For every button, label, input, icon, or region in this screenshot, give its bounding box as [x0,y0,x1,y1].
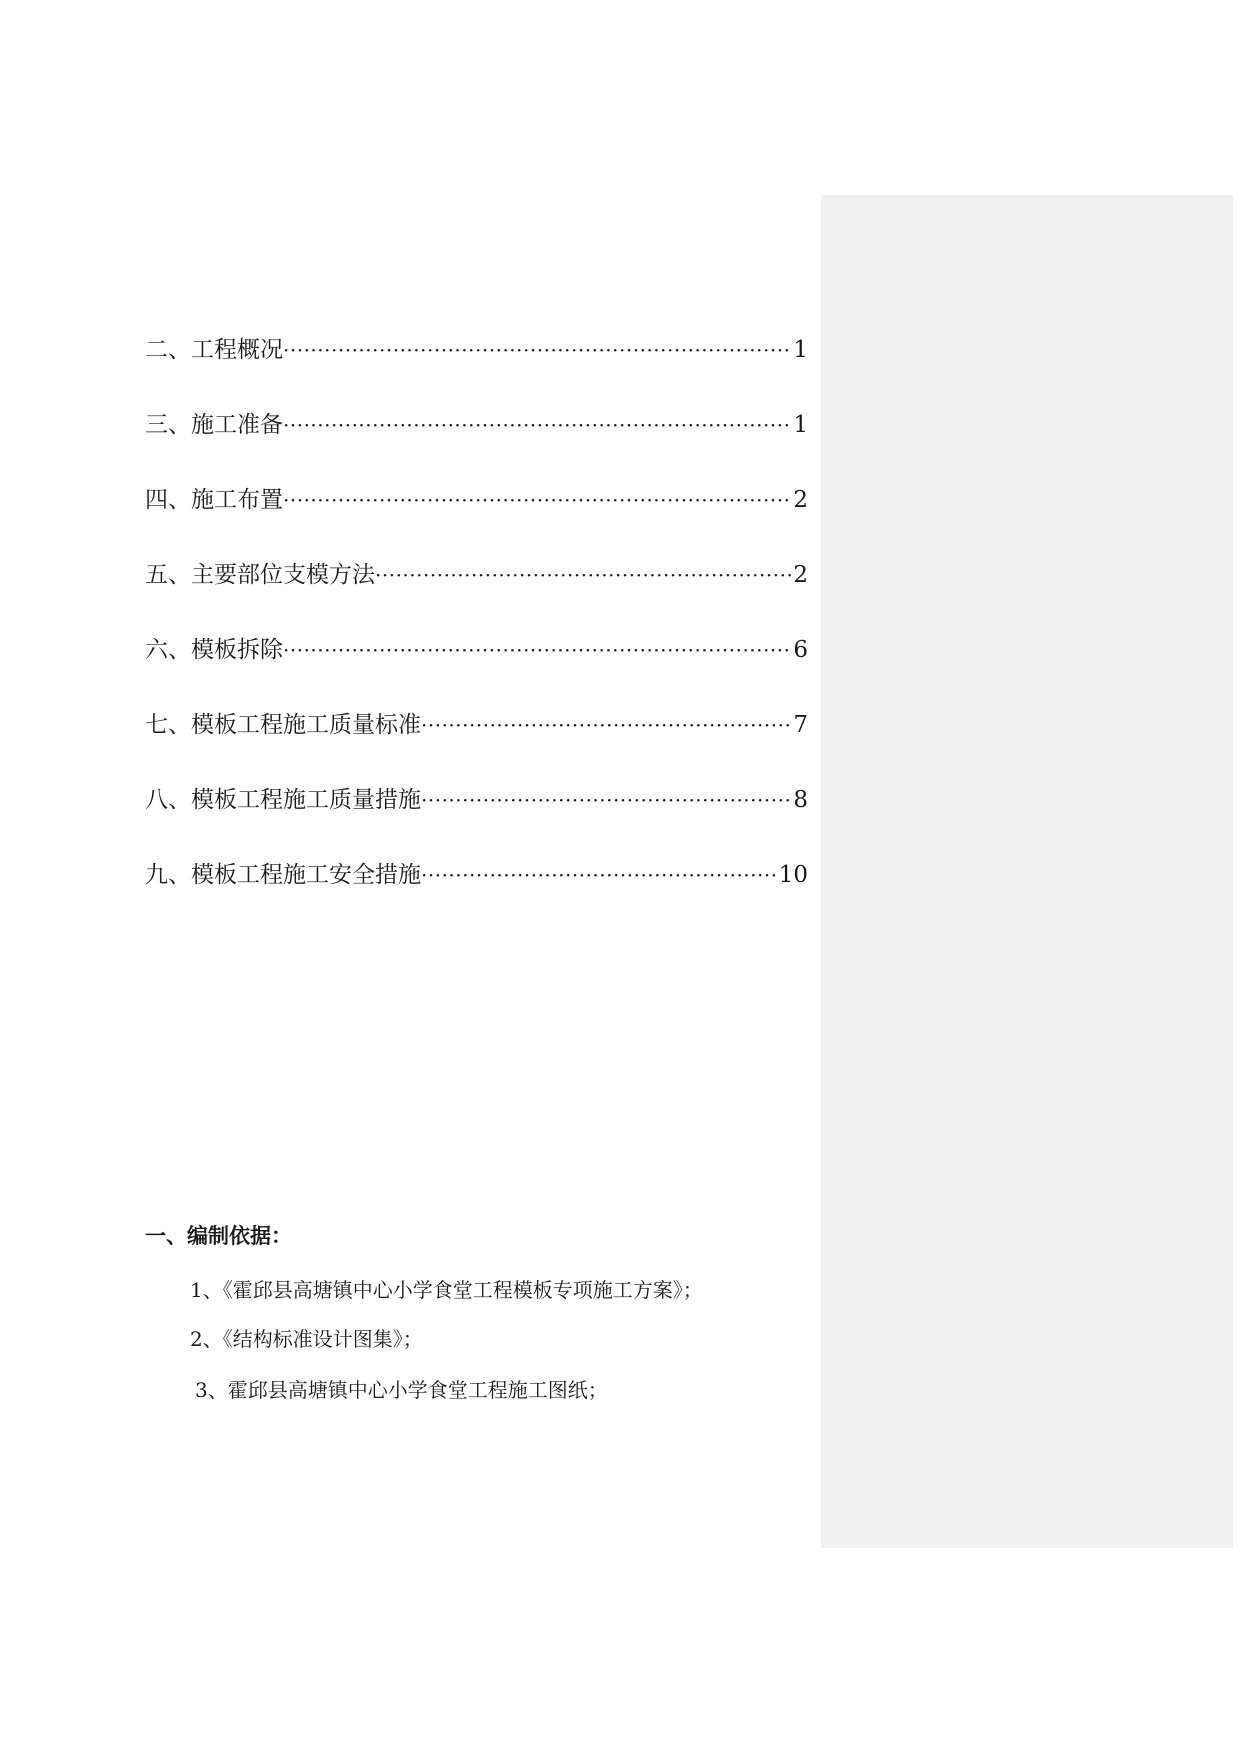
toc-dot-leader [283,632,791,668]
toc-entry-title: 六、模板拆除 [145,637,283,663]
toc-dot-leader [421,782,791,818]
toc-entry-title: 九、模板工程施工安全措施 [145,862,421,888]
toc-dot-leader [375,557,791,593]
table-of-contents [145,332,808,932]
toc-entry[interactable] [145,857,808,932]
toc-entry[interactable] [145,482,808,557]
comment-margin-pane [821,195,1233,1548]
toc-entry[interactable] [145,707,808,782]
toc-dot-leader [283,407,791,443]
toc-entry[interactable] [145,782,808,857]
toc-entry[interactable] [145,632,808,707]
toc-entry-title: 三、施工准备 [145,412,283,438]
toc-entry-page: 7 [793,712,808,738]
toc-entry[interactable] [145,557,808,632]
toc-entry-title: 七、模板工程施工质量标准 [145,712,421,738]
toc-dot-leader [421,857,777,893]
toc-entry[interactable] [145,332,808,407]
toc-entry[interactable] [145,407,808,482]
toc-dot-leader [283,482,791,518]
basis-item: 3、霍邱县高塘镇中心小学食堂工程施工图纸； [195,1378,608,1402]
toc-dot-leader [283,332,791,368]
toc-entry-page: 2 [793,562,808,588]
toc-entry-page: 8 [793,787,808,813]
basis-item: 2、《结构标准设计图集》； [190,1327,423,1351]
basis-item: 1、《霍邱县高塘镇中心小学食堂工程模板专项施工方案》； [190,1278,703,1302]
toc-dot-leader [421,707,791,743]
toc-entry-title: 八、模板工程施工质量措施 [145,787,421,813]
toc-entry-title: 五、主要部位支模方法 [145,562,375,588]
toc-entry-page: 2 [793,487,808,513]
toc-entry-title: 四、施工布置 [145,487,283,513]
toc-entry-page: 10 [778,862,808,888]
toc-entry-title: 二、工程概况 [145,337,283,363]
section-heading: 一、编制依据： [145,1224,292,1248]
toc-entry-page: 1 [793,337,808,363]
toc-entry-page: 6 [793,637,808,663]
toc-entry-page: 1 [793,412,808,438]
